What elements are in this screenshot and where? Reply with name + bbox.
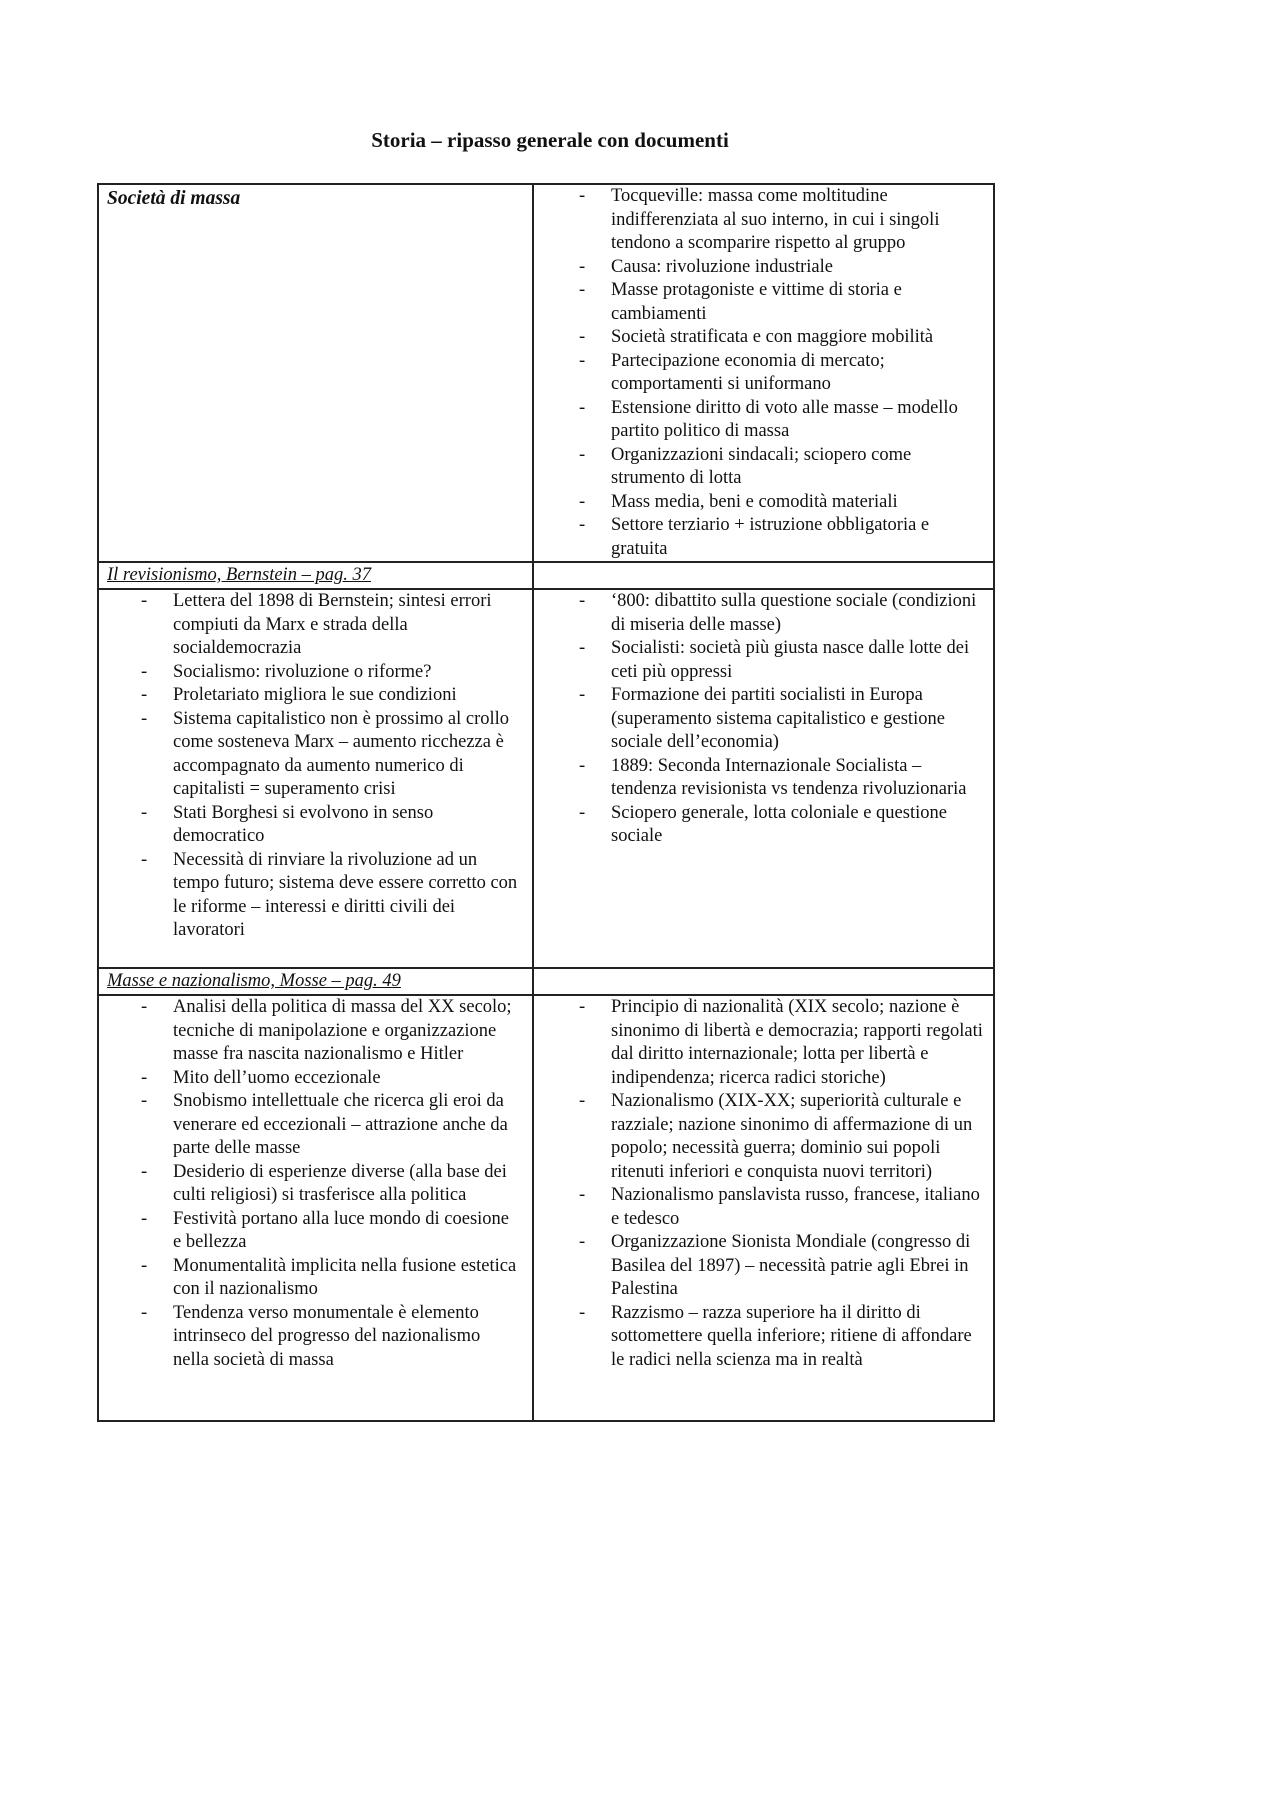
list-item: - Lettera del 1898 di Bernstein; sintesi errori compiuti da Marx e strada della socialdemocrazia <box>173 590 520 661</box>
section-cell-right <box>533 184 994 562</box>
list-item: - Proletariato migliora le sue condizioni <box>173 684 520 708</box>
list-item: - 1889: Seconda Internazionale Socialista – tendenza revisionista vs tendenza rivoluzionaria <box>611 755 985 802</box>
table-row <box>98 968 994 995</box>
section-cell-left <box>98 995 533 1421</box>
societa-di-massa-notes <box>534 185 993 561</box>
revisionismo-context-notes <box>534 590 993 849</box>
list-item: - Monumentalità implicita nella fusione estetica con il nazionalismo <box>173 1255 520 1302</box>
section-cell-left <box>98 184 533 562</box>
list-item: - Mito dell’uomo eccezionale <box>173 1067 520 1091</box>
list-item: - Masse protagoniste e vittime di storia e cambiamenti <box>611 279 985 326</box>
section-cell-left <box>98 589 533 968</box>
section-heading-cell <box>98 562 533 589</box>
section-heading-masse-e-nazionalismo: Masse e nazionalismo, Mosse – pag. 49 <box>107 971 401 991</box>
table-row <box>98 995 994 1421</box>
table-row <box>98 562 994 589</box>
list-item: - Analisi della politica di massa del XX secolo; tecniche di manipolazione e organizzazione masse fra nascita nazionalismo e Hitler <box>173 996 520 1067</box>
section-cell-right <box>533 995 994 1421</box>
list-item: - Organizzazione Sionista Mondiale (congresso di Basilea del 1897) – necessità patrie agli Ebrei in Palestina <box>611 1231 985 1302</box>
list-item: - Desiderio di esperienze diverse (alla base dei culti religiosi) si trasferisce alla politica <box>173 1161 520 1208</box>
list-item: - Causa: rivoluzione industriale <box>611 256 985 280</box>
list-item: - Organizzazioni sindacali; sciopero come strumento di lotta <box>611 444 985 491</box>
revisionismo-document-notes <box>99 590 532 943</box>
list-item: - ‘800: dibattito sulla questione sociale (condizioni di miseria delle masse) <box>611 590 985 637</box>
document-title: Storia – ripasso generale con documenti <box>371 128 729 152</box>
list-item: - Settore terziario + istruzione obbligatoria e gratuita <box>611 514 985 561</box>
list-item: - Stati Borghesi si evolvono in senso democratico <box>173 802 520 849</box>
nazionalismo-context-notes <box>534 996 993 1372</box>
list-item: - Mass media, beni e comodità materiali <box>611 491 985 515</box>
list-item: - Società stratificata e con maggiore mobilità <box>611 326 985 350</box>
empty-cell <box>533 562 994 589</box>
list-item: - Sciopero generale, lotta coloniale e questione sociale <box>611 802 985 849</box>
table-row <box>98 589 994 968</box>
list-item: - Necessità di rinviare la rivoluzione ad un tempo futuro; sistema deve essere corretto con le riforme – interessi e diritti civili dei lavoratori <box>173 849 520 943</box>
section-cell-right <box>533 589 994 968</box>
empty-cell <box>533 968 994 995</box>
list-item: - Socialismo: rivoluzione o riforme? <box>173 661 520 685</box>
list-item: - Tendenza verso monumentale è elemento intrinseco del progresso del nazionalismo nella società di massa <box>173 1302 520 1373</box>
list-item: - Estensione diritto di voto alle masse – modello partito politico di massa <box>611 397 985 444</box>
list-item: - Principio di nazionalità (XIX secolo; nazione è sinonimo di libertà e democrazia; rapporti regolati dal diritto internazionale; lotta per libertà e indipendenza; ricerca radici storiche) <box>611 996 985 1090</box>
section-heading-societa-di-massa: Società di massa <box>107 188 241 209</box>
list-item: - Partecipazione economia di mercato; comportamenti si uniformano <box>611 350 985 397</box>
list-item: - Socialisti: società più giusta nasce dalle lotte dei ceti più oppressi <box>611 637 985 684</box>
list-item: - Razzismo – razza superiore ha il diritto di sottomettere quella inferiore; ritiene di affondare le radici nella scienza ma in realtà <box>611 1302 985 1373</box>
nazionalismo-document-notes <box>99 996 532 1372</box>
section-heading-cell <box>98 968 533 995</box>
list-item: - Formazione dei partiti socialisti in Europa (superamento sistema capitalistico e gestione sociale dell’economia) <box>611 684 985 755</box>
table-row <box>98 184 994 562</box>
list-item: - Nazionalismo panslavista russo, francese, italiano e tedesco <box>611 1184 985 1231</box>
list-item: - Sistema capitalistico non è prossimo al crollo come sosteneva Marx – aumento ricchezza è accompagnato da aumento numerico di capitalisti = superamento crisi <box>173 708 520 802</box>
list-item: - Snobismo intellettuale che ricerca gli eroi da venerare ed eccezionali – attrazione anche da parte delle masse <box>173 1090 520 1161</box>
section-heading-revisionismo: Il revisionismo, Bernstein – pag. 37 <box>107 565 371 585</box>
notes-table <box>97 183 995 1422</box>
list-item: - Tocqueville: massa come moltitudine indifferenziata al suo interno, in cui i singoli tendono a scomparire rispetto al gruppo <box>611 185 985 256</box>
list-item: - Nazionalismo (XIX-XX; superiorità culturale e razziale; nazione sinonimo di affermazione di un popolo; necessità guerra; dominio sui popoli ritenuti inferiori e conquista nuovi territori) <box>611 1090 985 1184</box>
list-item: - Festività portano alla luce mondo di coesione e bellezza <box>173 1208 520 1255</box>
